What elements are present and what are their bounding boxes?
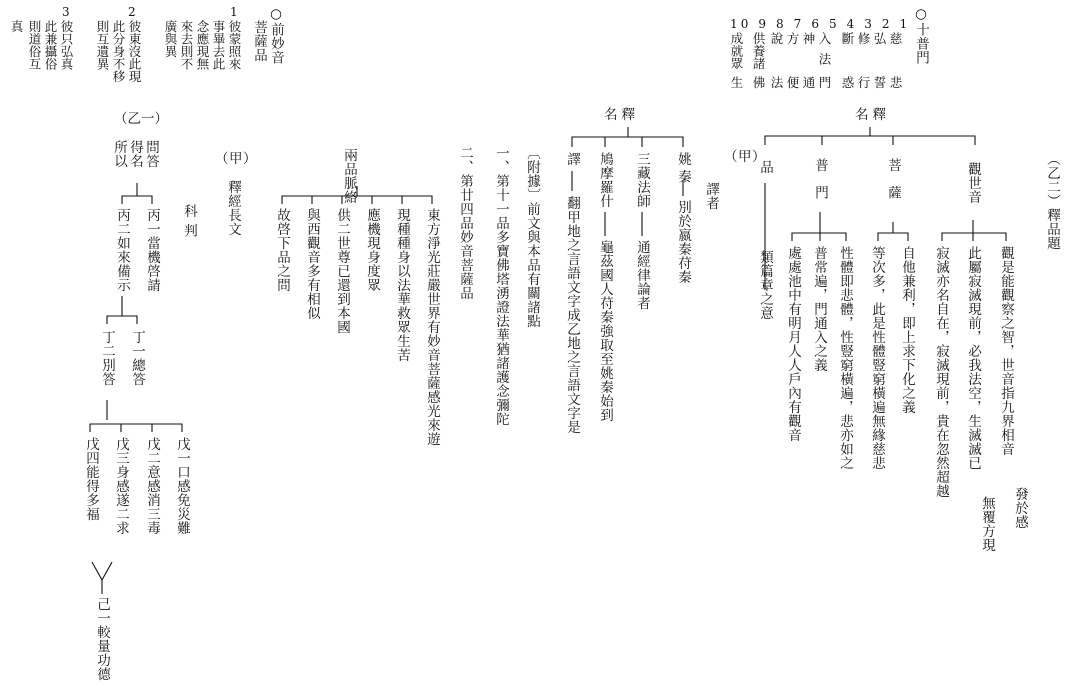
- pin-text: 類篇章之意: [757, 250, 773, 320]
- liangpin-item-3: 應機現身度眾: [364, 208, 380, 292]
- jia-label-translator: （甲）: [724, 149, 766, 165]
- yi-node: 譯: [564, 152, 580, 166]
- guan-text-1: 觀是能觀察之智，世音指九界相音: [998, 246, 1014, 456]
- shipumen-col-4: 斷: [840, 32, 855, 45]
- liangpin-item-6: 故啓下品之問: [274, 208, 290, 292]
- topleft-c1c: 念應現無: [195, 20, 210, 70]
- ji1-node: 己一較量功德: [94, 597, 110, 681]
- guan-text-1b: 發於感: [1012, 487, 1028, 529]
- ding1-node: 丁一總答: [129, 330, 145, 386]
- qian-miaoyin-heading2: 菩薩品: [251, 20, 267, 62]
- wu2-node: 戊二意感消三毒: [144, 437, 160, 535]
- sanzang-node: 三藏法師: [634, 152, 650, 208]
- right-name-top: 名釋: [855, 107, 890, 123]
- pusa-text-1: 自他兼利，即上求下化之義: [899, 246, 915, 414]
- topleft-c3c: 則道俗互: [27, 20, 42, 70]
- liangpin-node: [342, 148, 356, 204]
- shipumen-col2-10: 生: [729, 76, 744, 89]
- shipumen-col-6: 神: [801, 32, 816, 45]
- topleft-c2a: 彼東沒此現: [127, 20, 142, 83]
- shipumen-col-9: 供養諸: [751, 32, 766, 70]
- topleft-c1a: 彼蒙照來: [227, 20, 242, 70]
- liangpin-item-5: 與西觀音多有相似: [304, 208, 320, 320]
- bing1-node: 丙一當機啓請: [144, 208, 160, 292]
- topleft-c1e: 廣與異: [163, 20, 178, 58]
- shipumen-col2-7: 便: [785, 76, 800, 89]
- deming-node: 得名: [127, 140, 143, 168]
- qian-miaoyin-heading: ○前妙音: [268, 6, 284, 65]
- jia-label-jing: （甲）: [215, 151, 257, 167]
- shipumen-col-5-a: 入: [817, 32, 832, 45]
- middle-name-top: 名釋: [604, 107, 639, 123]
- topleft-num-1: 1: [230, 5, 238, 19]
- yi2-label: （乙二）釋品題: [1044, 152, 1060, 250]
- pumen-text-3: 處處池中有明月人人戶內有觀音: [785, 246, 801, 442]
- kumaraji-text: 龜茲國人苻秦強取至姚秦始到: [597, 240, 613, 422]
- liangpin-text: 兩品脈絡: [341, 148, 357, 204]
- appendix-title: 〔附據〕前文與本品有關諸點: [524, 146, 540, 328]
- sanzang-text: 通經律論者: [634, 240, 650, 310]
- pin-node: 品: [757, 160, 773, 174]
- topleft-c2c: 則互遺異: [95, 20, 110, 70]
- shipumen-col-1: 慈: [888, 32, 903, 45]
- shipumen-col2-4: 惑: [840, 76, 855, 89]
- shipumen-col2-1: 悲: [888, 76, 903, 89]
- shipumen-col-5: [818, 32, 831, 65]
- shipumen-numbers: 10 9 8 7 6 5 4 3 2 1: [730, 17, 911, 31]
- shipumen-col2-8: 法: [769, 76, 784, 89]
- topleft-c3d: 真: [9, 20, 24, 33]
- topleft-c3b: 此兼攝俗: [43, 20, 58, 70]
- bing2-node: 丙二如來備示: [114, 208, 130, 292]
- kumaraji-node: 鳩摩羅什: [597, 152, 613, 208]
- pumen-node: 普門: [812, 158, 828, 213]
- liangpin-item-2: 現種種身以法華救眾生苦: [394, 208, 410, 362]
- topleft-c3a: 彼只弘真: [59, 20, 74, 70]
- topleft-c1d: 來去則不: [179, 20, 194, 70]
- shipumen-col-7: 方: [785, 32, 800, 45]
- pumen-text-1: 性體即悲體，性豎窮橫遍，悲亦如之: [837, 246, 853, 470]
- wu1-node: 戊一口感免災難: [174, 437, 190, 535]
- guan-text-2: 此屬寂滅現前，必我法空，生滅滅已: [965, 246, 981, 470]
- shipumen-col2-2: 誓: [872, 76, 887, 89]
- topleft-num-2: 2: [128, 5, 136, 19]
- guanshiyin-node: 觀世音: [965, 162, 981, 204]
- kepan-label: 科判: [181, 204, 197, 243]
- ding2-node: 丁二別答: [99, 330, 115, 386]
- liangpin-item-1: 東方淨光莊嚴世界有妙音菩薩感光來遊: [424, 208, 440, 446]
- pusa-text-2: 等次多，此是性體豎窮橫遍無緣慈悲: [869, 246, 885, 470]
- jing-label: 釋經長文: [225, 180, 241, 236]
- topleft-c2b: 此分身不移: [111, 20, 126, 83]
- yao-qin-text: 別於嬴秦苻秦: [675, 200, 691, 284]
- shipumen-col-5-b: 法: [817, 52, 832, 65]
- pumen-text-2: 普常遍，門通入之義: [811, 246, 827, 372]
- pusa-node: 菩薩: [885, 158, 901, 213]
- shipumen-col-8: 說: [769, 32, 784, 45]
- shipumen-col2-9: 佛: [751, 76, 766, 89]
- translator-label: 譯者: [703, 182, 719, 210]
- shipumen-col2-6: 通: [801, 76, 816, 89]
- shipumen-col-2: 弘: [872, 32, 887, 45]
- liangpin-item-4: 供二世尊已還到本國: [334, 208, 350, 334]
- shipumen-col-3: 修: [856, 32, 871, 45]
- guan-text-2b: 無覆方現: [979, 496, 995, 552]
- shipumen-heading: ○十普門: [913, 6, 929, 65]
- yi1-label: （乙一）: [114, 111, 168, 127]
- shipumen-col2-5: 門: [817, 76, 832, 89]
- appendix-item-2: 二、第廿四品妙音菩薩品: [457, 146, 473, 300]
- guan-text-3: 寂滅亦名自在，寂滅現前，貴在忽然超越: [933, 246, 949, 498]
- shipumen-col2-3: 行: [856, 76, 871, 89]
- suoyi-node: 所以: [111, 140, 127, 168]
- shipumen-col-10: 成就眾: [729, 32, 744, 70]
- wenda-node: 問答: [143, 140, 159, 168]
- wu3-node: 戊三身感遂二求: [113, 437, 129, 535]
- topleft-c1b: 事畢去此: [211, 20, 226, 70]
- appendix-item-1: 一、第十一品多寶佛塔湧證法華猶諸護念彌陀: [493, 146, 509, 426]
- topleft-num-3: 3: [62, 5, 70, 19]
- yi-text: 翻甲地之言語文字成乙地之言語文字是: [564, 196, 580, 434]
- wu4-node: 戊四能得多福: [83, 437, 99, 521]
- yao-qin-node: 姚秦: [675, 152, 691, 187]
